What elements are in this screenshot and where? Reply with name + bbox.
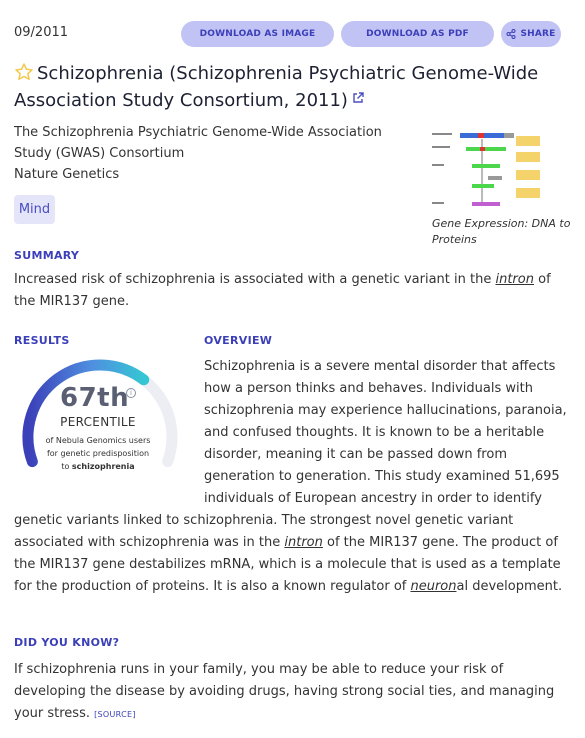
study-journal: Nature Genetics xyxy=(14,167,120,182)
summary-text-start: Increased risk of schizophrenia is associated with a genetic variant in the xyxy=(14,272,496,287)
summary-heading: SUMMARY xyxy=(14,249,80,262)
did-you-know-body: If schizophrenia runs in your family, you may be able to reduce your risk of developing the disease by avoiding drugs, having strong social ties, and managing your stress. xyxy=(14,662,555,721)
summary-text-end: of the MIR137 gene. xyxy=(14,272,551,309)
study-authors: The Schizophrenia Psychiatric Genome-Wide Association Study (GWAS) Consortium xyxy=(14,125,382,161)
percentile-trait: schizophrenia xyxy=(71,462,135,471)
download-image-button[interactable]: DOWNLOAD AS IMAGE xyxy=(181,21,334,47)
star-outline-icon[interactable] xyxy=(14,62,34,82)
page-title xyxy=(14,60,574,114)
did-you-know-text xyxy=(14,659,572,726)
percentile-desc-line1: of Nebula Genomics users xyxy=(45,436,151,445)
percentile-value: 67th xyxy=(60,383,130,413)
download-pdf-button[interactable]: DOWNLOAD AS PDF xyxy=(341,21,494,47)
percentile-label: PERCENTILE xyxy=(60,415,136,429)
category-tag[interactable]: Mind xyxy=(14,195,55,224)
neuron-link[interactable]: neuron xyxy=(410,579,457,594)
image-caption: Gene Expression: DNA to Proteins xyxy=(432,217,571,246)
results-heading: RESULTS xyxy=(14,334,70,347)
percentile-desc-prefix: to xyxy=(61,462,72,471)
percentile-desc-line2: for genetic predisposition xyxy=(46,449,150,458)
study-date: 09/2011 xyxy=(14,25,69,40)
info-icon[interactable]: i xyxy=(126,388,136,398)
external-link-icon[interactable] xyxy=(352,92,364,104)
overview-part1: Schizophrenia is a severe mental disorder that affects how a person thinks and behaves. Individuals with schizophrenia may experience hallucinations, paranoia, and confused thoughts. It is known to be a heritable disorder, meaning it can be passed down from generation to generation. This study examined 51,695 individuals of European ancestry in order to identify genetic variants linked to schizophrenia. The strongest novel genetic variant associated with schizophrenia was in the xyxy=(14,359,567,550)
did-you-know-heading: DID YOU KNOW? xyxy=(14,636,120,649)
study-meta xyxy=(14,122,404,185)
overview-heading: OVERVIEW xyxy=(204,334,273,347)
overview-part3: al development. xyxy=(456,579,563,594)
intron-link[interactable]: intron xyxy=(495,272,534,287)
share-icon xyxy=(506,29,516,39)
overview-text xyxy=(14,356,572,598)
overview-part2: of the MIR137 gene. The product of the MIR137 gene destabilizes mRNA, which is a molecule that is used as a template for the production of proteins. It is also a known regulator of xyxy=(14,535,561,594)
share-button[interactable] xyxy=(501,21,561,47)
study-title: Schizophrenia (Schizophrenia Psychiatric Genome-Wide Association Study Consortium, 2011) xyxy=(14,63,539,111)
summary-text xyxy=(14,269,574,313)
intron-link-2[interactable]: intron xyxy=(284,535,323,550)
share-label: SHARE xyxy=(520,29,556,39)
gene-expression-diagram xyxy=(432,130,542,212)
source-link[interactable]: [SOURCE] xyxy=(94,710,136,719)
